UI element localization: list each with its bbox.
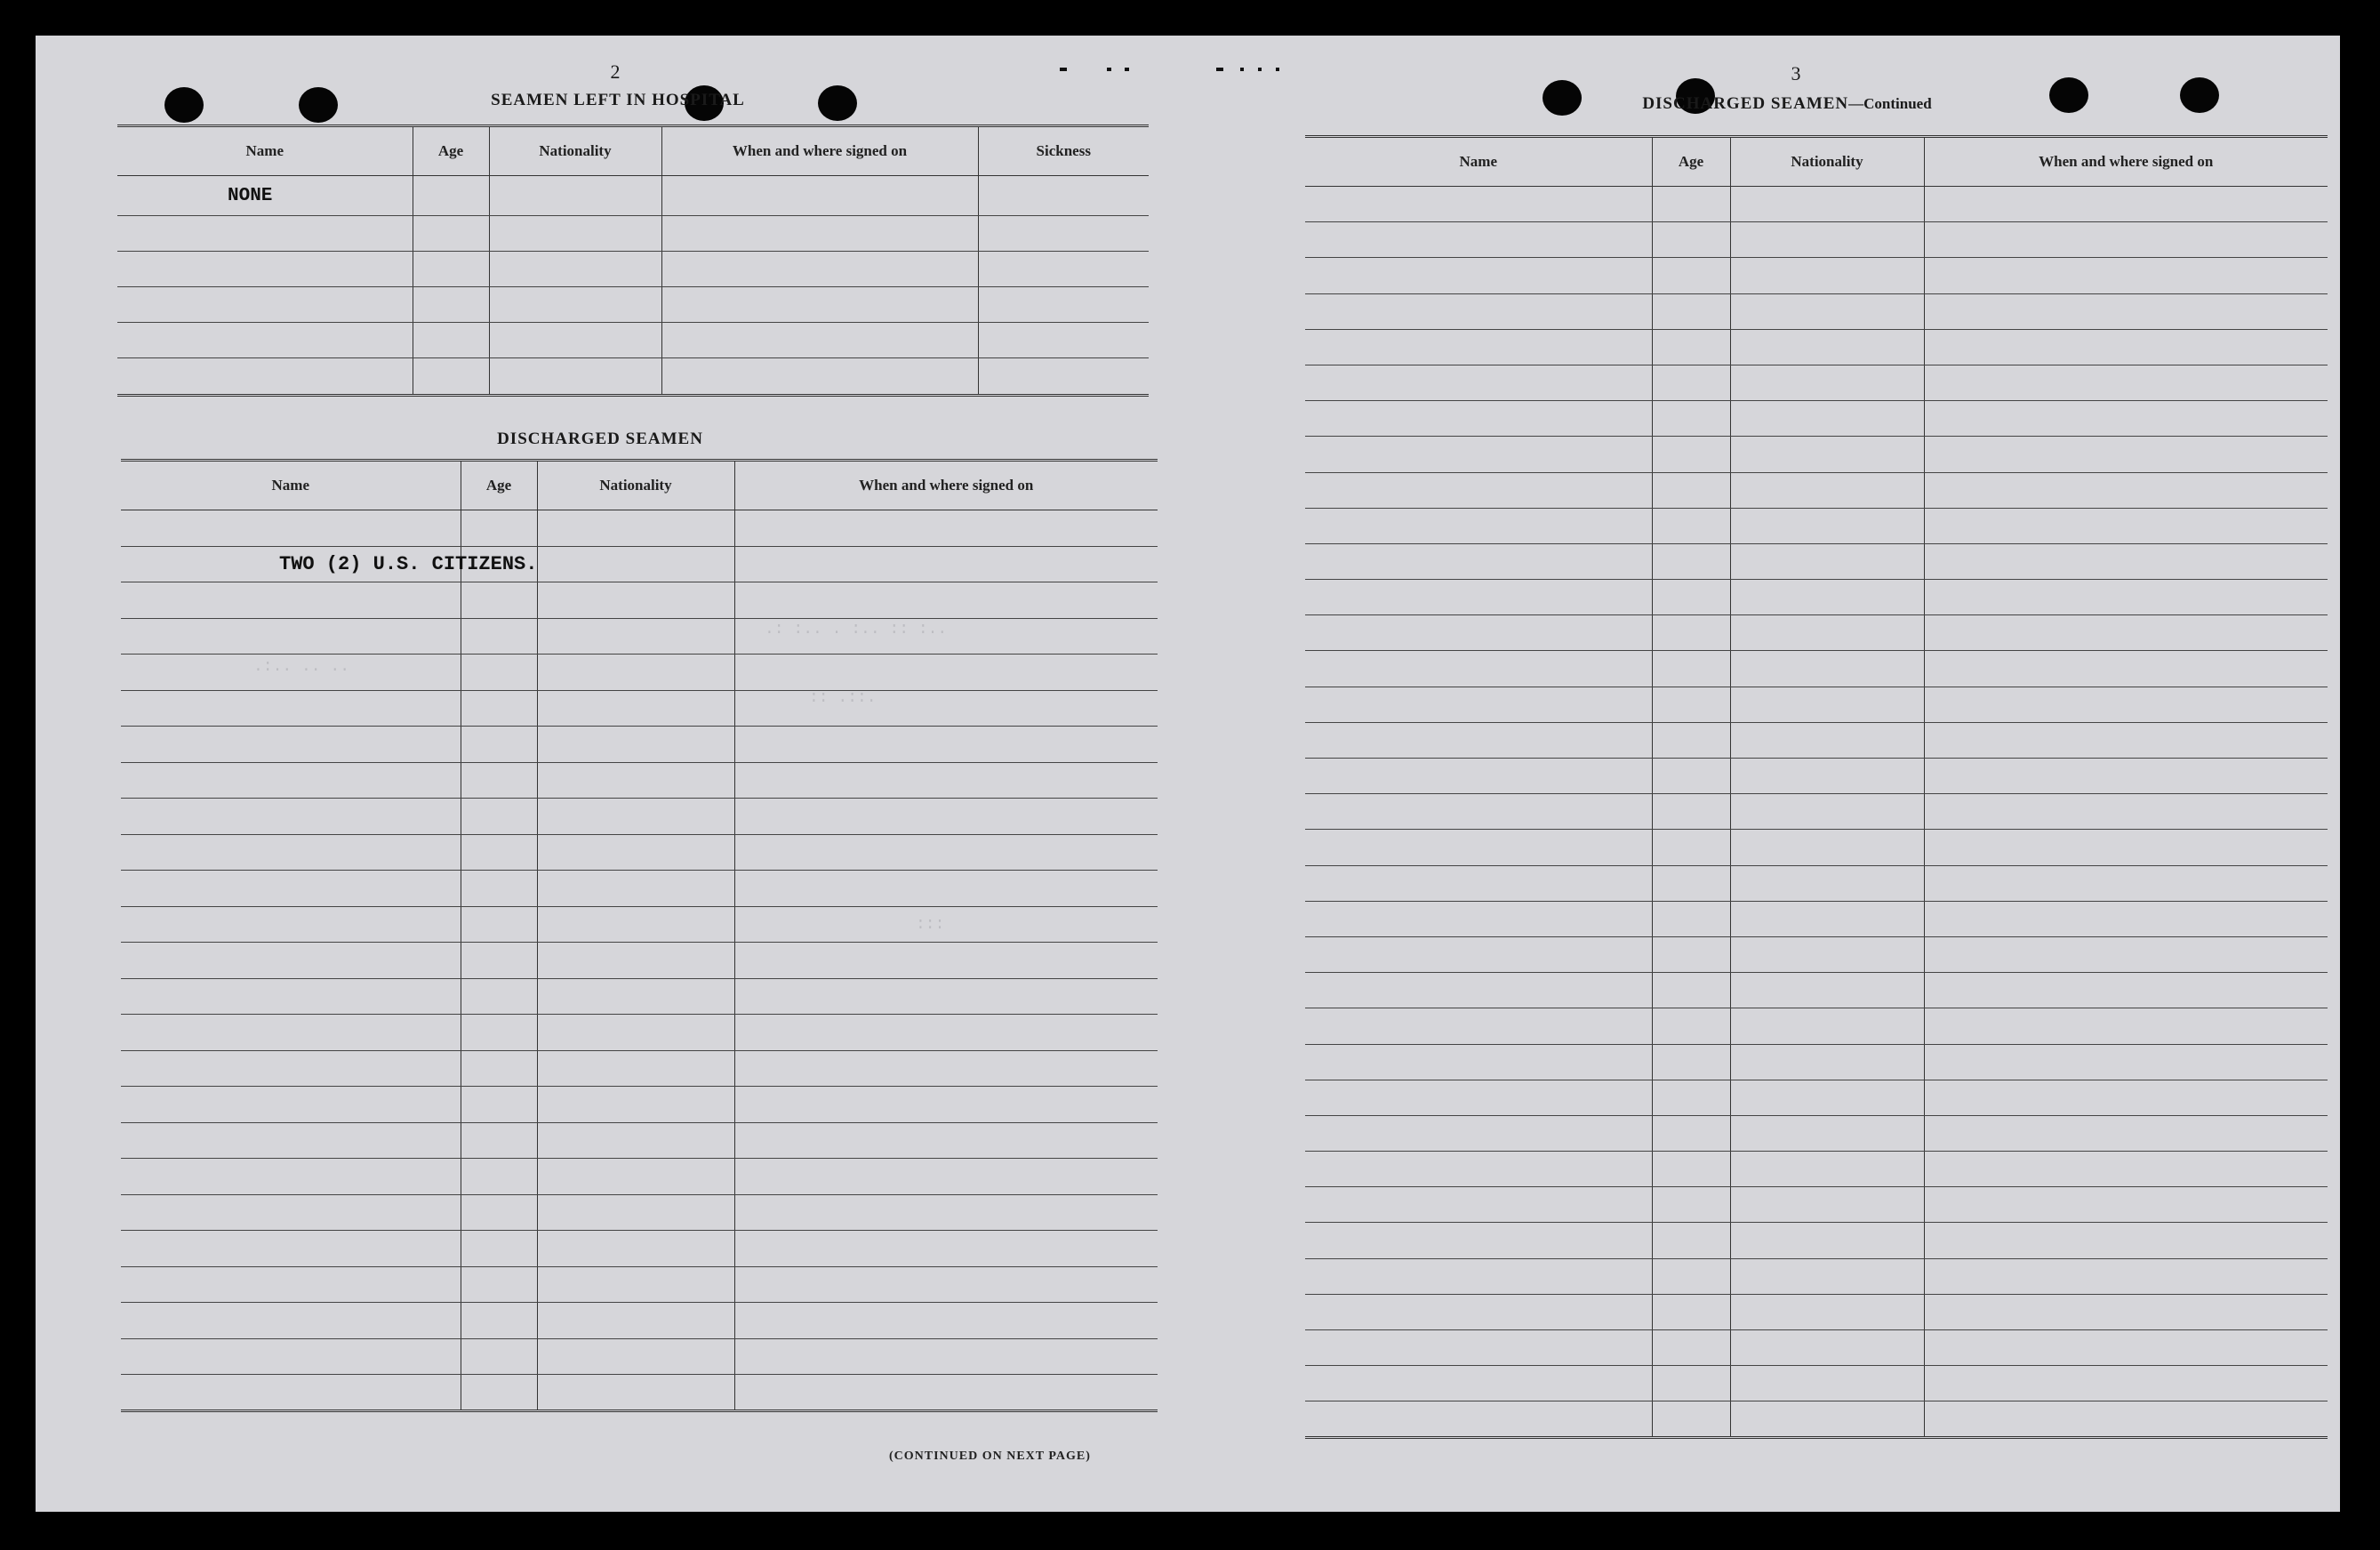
column-header-name: Name bbox=[117, 126, 413, 176]
discharged-continued-table bbox=[1305, 135, 2328, 1439]
table-row bbox=[121, 871, 1158, 907]
table-row bbox=[1305, 329, 2328, 365]
table-row bbox=[121, 510, 1158, 547]
column-header-name: Name bbox=[1305, 137, 1652, 187]
table-row bbox=[1305, 580, 2328, 615]
table-row bbox=[1305, 759, 2328, 794]
discharged-entry: TWO (2) U.S. CITIZENS. bbox=[279, 553, 538, 575]
table-row bbox=[121, 799, 1158, 835]
column-header-nationality: Nationality bbox=[489, 126, 661, 176]
table-row bbox=[121, 1266, 1158, 1303]
table-row bbox=[121, 906, 1158, 943]
page-number: 3 bbox=[1791, 62, 1801, 84]
column-header-age: Age bbox=[461, 461, 537, 510]
column-header-signed-on: When and where signed on bbox=[1924, 137, 2328, 187]
table-row bbox=[121, 978, 1158, 1015]
table-row bbox=[1305, 1080, 2328, 1115]
table-row bbox=[1305, 401, 2328, 437]
table-row bbox=[121, 1050, 1158, 1087]
table-row bbox=[1305, 1223, 2328, 1258]
column-header-name: Name bbox=[121, 461, 461, 510]
table-row bbox=[1305, 615, 2328, 651]
table-row bbox=[117, 252, 1149, 287]
table-row bbox=[117, 176, 1149, 216]
table-row bbox=[1305, 936, 2328, 972]
table-row bbox=[1305, 830, 2328, 865]
table-row bbox=[121, 1194, 1158, 1231]
table-row bbox=[121, 762, 1158, 799]
table-row bbox=[1305, 901, 2328, 936]
column-header-nationality: Nationality bbox=[1730, 137, 1924, 187]
table-row bbox=[121, 943, 1158, 979]
table-row bbox=[121, 1303, 1158, 1339]
table-row bbox=[121, 1015, 1158, 1051]
table-row bbox=[1305, 1152, 2328, 1187]
discharged-section-title: DISCHARGED SEAMEN bbox=[497, 430, 703, 448]
discharged-table bbox=[121, 459, 1158, 1412]
hospital-table bbox=[117, 124, 1149, 397]
column-header-sickness: Sickness bbox=[978, 126, 1149, 176]
document-spread bbox=[36, 36, 2340, 1512]
table-row bbox=[1305, 472, 2328, 508]
table-row bbox=[121, 1087, 1158, 1123]
table-row bbox=[1305, 1115, 2328, 1151]
column-header-age: Age bbox=[413, 126, 489, 176]
table-row bbox=[1305, 437, 2328, 472]
table-row bbox=[121, 1338, 1158, 1375]
continued-note: (CONTINUED ON NEXT PAGE) bbox=[889, 1450, 1091, 1463]
column-header-nationality: Nationality bbox=[537, 461, 734, 510]
table-row bbox=[121, 1375, 1158, 1411]
column-header-signed-on: When and where signed on bbox=[661, 126, 978, 176]
table-row bbox=[1305, 1366, 2328, 1401]
table-row bbox=[1305, 187, 2328, 222]
table-row bbox=[1305, 365, 2328, 400]
table-row bbox=[121, 1231, 1158, 1267]
discharged-continued-title bbox=[1600, 94, 1974, 114]
table-row bbox=[1305, 293, 2328, 329]
table-row bbox=[117, 216, 1149, 252]
table-row bbox=[121, 1159, 1158, 1195]
table-row bbox=[1305, 1258, 2328, 1294]
title-suffix: —Continued bbox=[1848, 95, 1932, 112]
table-row bbox=[117, 323, 1149, 358]
table-row bbox=[117, 358, 1149, 396]
hospital-section-title: SEAMEN LEFT IN HOSPITAL bbox=[491, 91, 745, 109]
hospital-entry: NONE bbox=[117, 176, 413, 216]
right-page bbox=[1191, 36, 2340, 1512]
table-row bbox=[121, 582, 1158, 619]
column-header-age: Age bbox=[1652, 137, 1730, 187]
table-row bbox=[1305, 973, 2328, 1008]
page-number: 2 bbox=[610, 60, 621, 83]
table-row bbox=[117, 287, 1149, 323]
table-row bbox=[1305, 508, 2328, 543]
table-row bbox=[121, 834, 1158, 871]
table-row bbox=[1305, 543, 2328, 579]
table-row bbox=[1305, 1330, 2328, 1366]
table-row bbox=[121, 727, 1158, 763]
table-row bbox=[1305, 794, 2328, 830]
table-row bbox=[1305, 722, 2328, 758]
table-row bbox=[1305, 1008, 2328, 1044]
table-row bbox=[1305, 258, 2328, 293]
column-header-signed-on: When and where signed on bbox=[734, 461, 1158, 510]
table-row bbox=[1305, 865, 2328, 901]
bleed-through-text: .: :.. . :.. :: :.. bbox=[765, 621, 948, 638]
table-row bbox=[121, 1122, 1158, 1159]
table-row bbox=[1305, 222, 2328, 258]
table-row bbox=[1305, 1401, 2328, 1437]
title-text: DISCHARGED SEAMEN bbox=[1642, 94, 1849, 113]
table-row bbox=[1305, 1294, 2328, 1329]
bleed-through-text: ::: bbox=[916, 916, 945, 934]
table-row bbox=[1305, 1187, 2328, 1223]
table-row bbox=[121, 618, 1158, 655]
left-page bbox=[36, 36, 1191, 1512]
bleed-through-text: .:.. .. .. bbox=[253, 658, 350, 676]
table-row bbox=[1305, 687, 2328, 722]
table-row bbox=[1305, 1044, 2328, 1080]
table-row bbox=[121, 690, 1158, 727]
bleed-through-text: :: .::. bbox=[809, 689, 877, 707]
table-row bbox=[1305, 651, 2328, 687]
table-row bbox=[121, 546, 1158, 582]
